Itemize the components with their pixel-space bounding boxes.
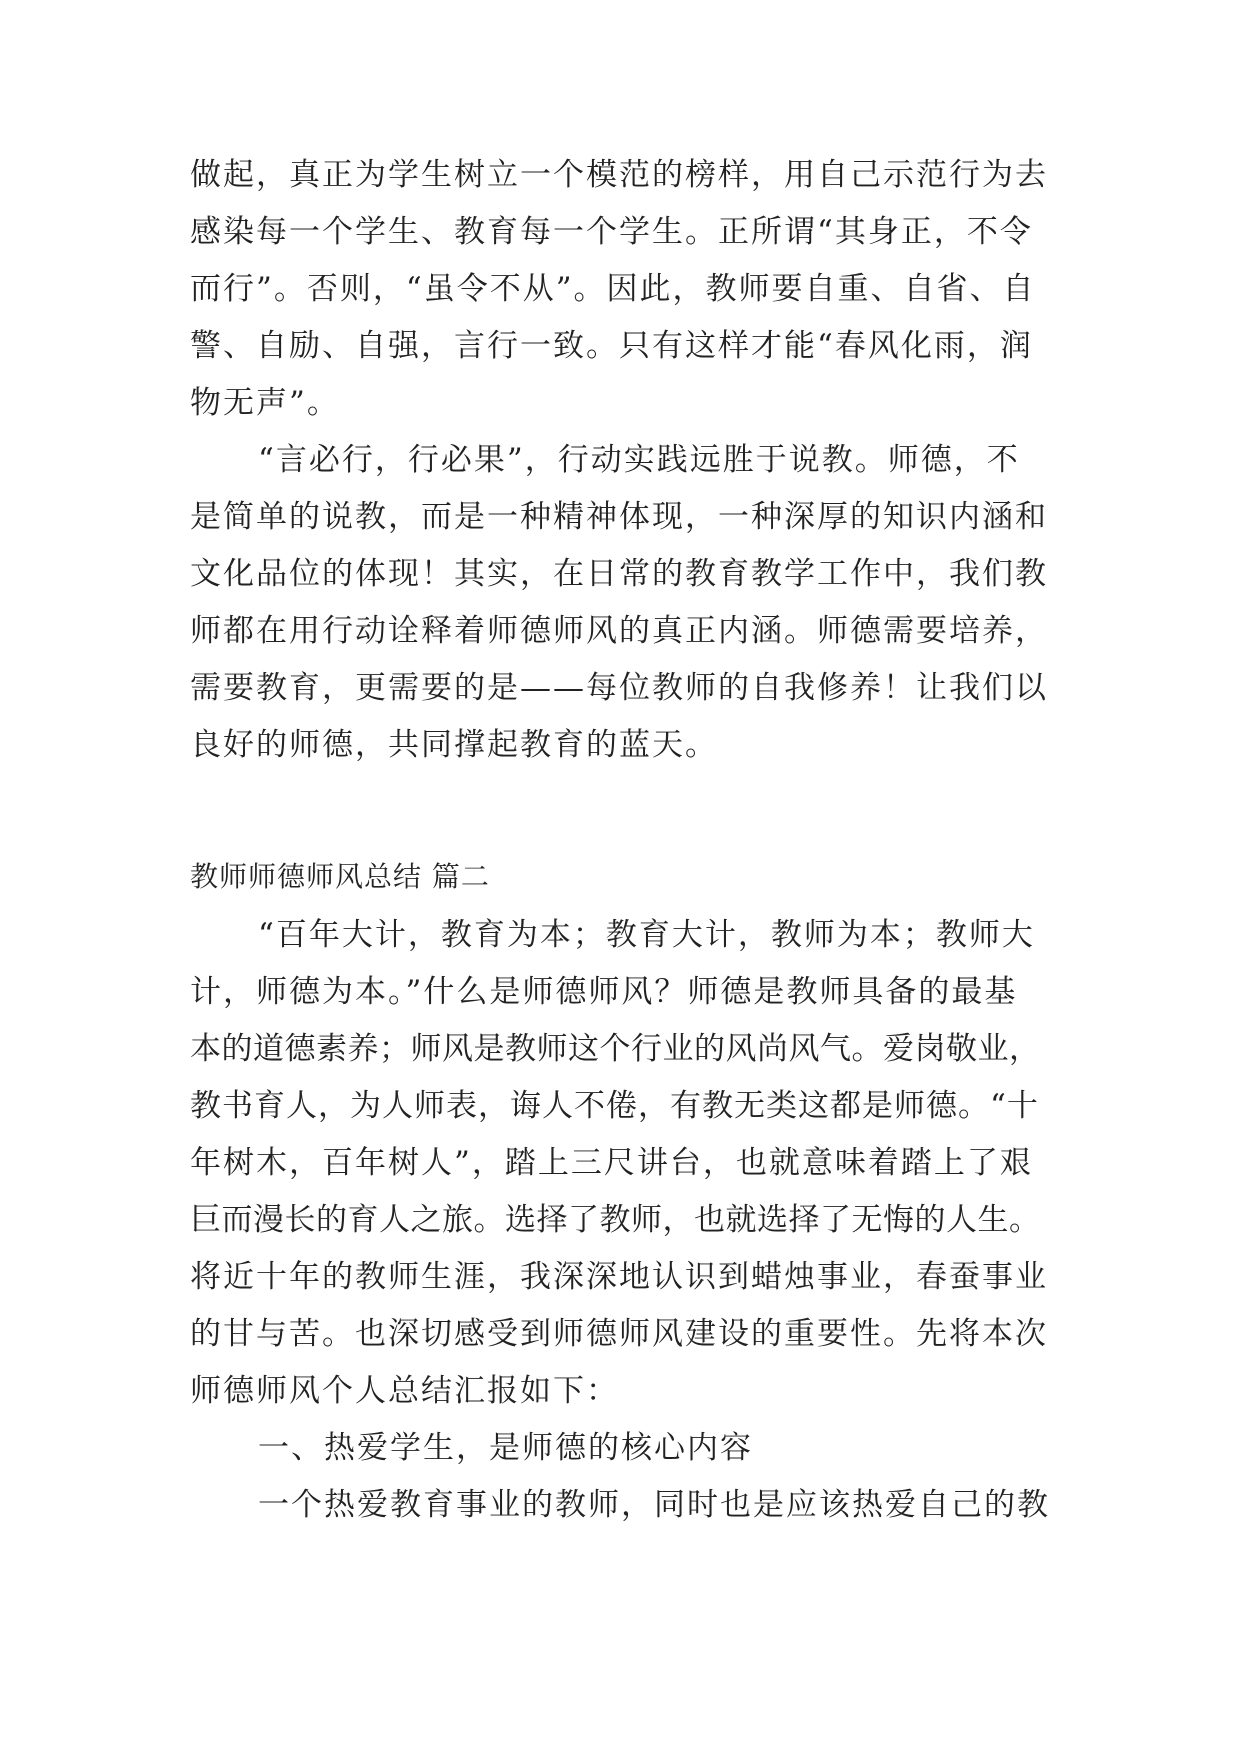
paragraph-2-line-6: 良好的师德，共同撑起教育的蓝天。 — [190, 727, 718, 763]
paragraph-1-line-5: 物无声”。 — [190, 385, 340, 421]
paragraph-1-line-3: 而行”。否则，“虽令不从”。因此，教师要自重、自省、自 — [190, 271, 1036, 307]
paragraph-2-line-2: 是简单的说教，而是一种精神体现，一种深厚的知识内涵和 — [190, 499, 1048, 535]
paragraph-3-line-1: “百年大计，教育为本；教育大计，教师为本；教师大 — [258, 917, 1035, 953]
paragraph-4-line-1: 一个热爱教育事业的教师，同时也是应该热爱自己的教 — [258, 1487, 1050, 1523]
paragraph-3-line-4: 教书育人，为人师表，诲人不倦，有教无类这都是师德。“十 — [190, 1088, 1039, 1124]
paragraph-3-line-6: 巨而漫长的育人之旅。选择了教师，也就选择了无悔的人生。 — [190, 1202, 1041, 1238]
section-heading: 教师师德师风总结 篇二 — [190, 860, 490, 893]
paragraph-1-line-2: 感染每一个学生、教育每一个学生。正所谓“其身正，不令 — [190, 214, 1033, 250]
paragraph-2-line-5: 需要教育，更需要的是——每位教师的自我修养！让我们以 — [190, 670, 1048, 706]
paragraph-3-line-8: 的甘与苦。也深切感受到师德师风建设的重要性。先将本次 — [190, 1316, 1048, 1352]
paragraph-1-line-4: 警、自励、自强，言行一致。只有这样才能“春风化雨，润 — [190, 328, 1033, 364]
paragraph-1-line-1: 做起，真正为学生树立一个模范的榜样，用自己示范行为去 — [190, 157, 1048, 193]
paragraph-3-line-7: 将近十年的教师生涯，我深深地认识到蜡烛事业，春蚕事业 — [190, 1259, 1048, 1295]
paragraph-3-line-5: 年树木，百年树人”，踏上三尺讲台，也就意味着踏上了艰 — [190, 1145, 1033, 1181]
paragraph-3-line-9: 师德师风个人总结汇报如下： — [190, 1373, 619, 1409]
paragraph-2-line-1: “言必行，行必果”，行动实践远胜于说教。师德，不 — [258, 442, 1020, 478]
paragraph-2-line-4: 师都在用行动诠释着师德师风的真正内涵。师德需要培养， — [190, 613, 1048, 649]
paragraph-3-line-2: 计，师德为本。”什么是师德师风？师德是教师具备的最基 — [190, 974, 1018, 1010]
paragraph-3-line-3: 本的道德素养；师风是教师这个行业的风尚风气。爱岗敬业， — [190, 1031, 1041, 1067]
subheading-1: 一、热爱学生，是师德的核心内容 — [258, 1430, 753, 1466]
paragraph-2-line-3: 文化品位的体现！其实，在日常的教育教学工作中，我们教 — [190, 556, 1048, 592]
